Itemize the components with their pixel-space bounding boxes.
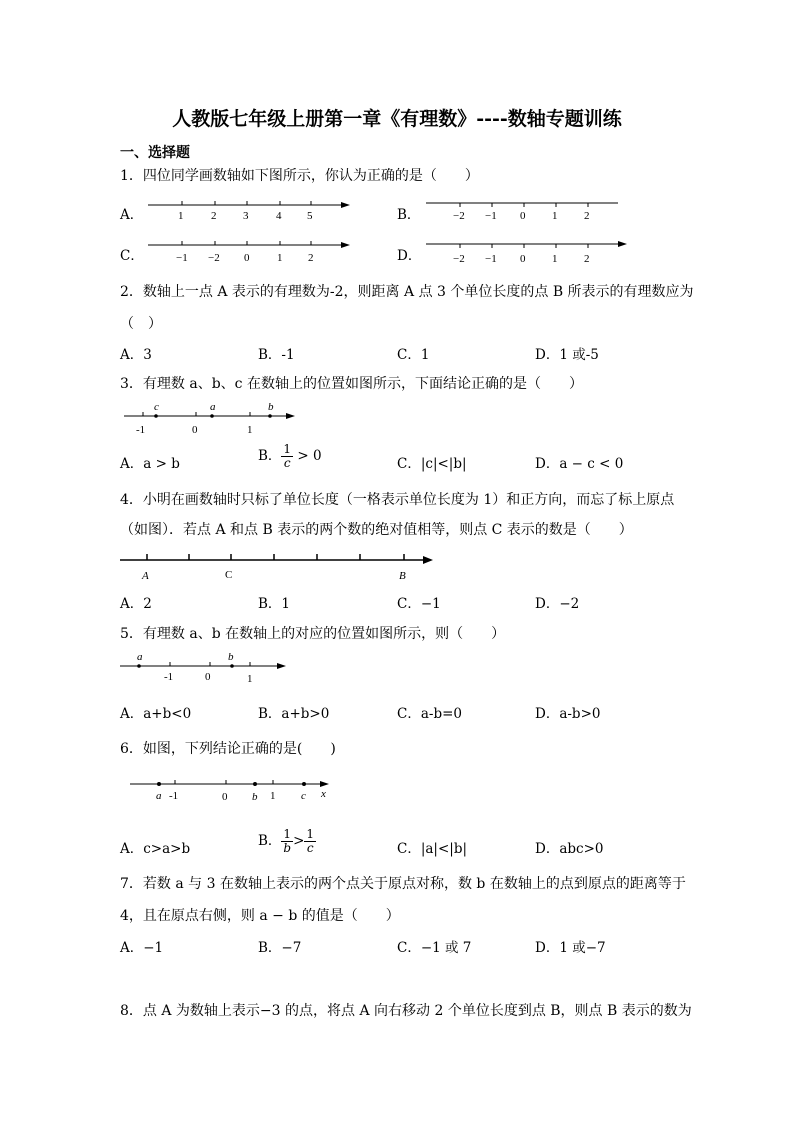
q1d-tick-1: −2 xyxy=(453,253,465,265)
q2-option-c: C．1 xyxy=(397,347,430,363)
q4-option-d: D．−2 xyxy=(535,596,580,612)
q5-option-c: C．a-b=0 xyxy=(397,706,462,722)
q3-tick-1: 1 xyxy=(247,424,253,436)
q6-tick-0: 0 xyxy=(222,791,228,803)
question-7-stem-cont: 4，且在原点右侧，则 a − b 的值是（ ） xyxy=(120,908,400,924)
q1d-tick-5: 2 xyxy=(584,253,590,265)
q6-point-a: a xyxy=(156,790,162,802)
q1c-tick-1: −1 xyxy=(176,252,188,264)
q4-point-c: C xyxy=(225,569,233,581)
question-1-stem: 1．四位同学画数轴如下图所示，你认为正确的是（ ） xyxy=(120,168,479,184)
q1c-tick-3: 0 xyxy=(244,252,250,264)
q6-frac-2 xyxy=(304,828,316,855)
q4-point-a: A xyxy=(142,570,149,582)
q1a-tick-3: 3 xyxy=(243,210,249,222)
q1d-tick-4: 1 xyxy=(552,253,558,265)
q6-tick-neg1: -1 xyxy=(169,790,179,802)
q1b-tick-5: 2 xyxy=(584,210,590,222)
q1-option-c-label: C． xyxy=(120,248,144,264)
q7-option-c: C．−1 或 7 xyxy=(397,940,472,956)
q1a-tick-4: 4 xyxy=(276,210,282,222)
question-7-stem: 7．若数 a 与 3 在数轴上表示的两个点关于原点对称，数 b 在数轴上的点到原点的距离等于 xyxy=(120,876,686,892)
q5-option-d: D．a-b>0 xyxy=(535,706,601,722)
q6-option-d: D．abc>0 xyxy=(535,841,604,857)
q6-frac-1-den: b xyxy=(283,841,292,855)
question-8-stem: 8．点 A 为数轴上表示−3 的点，将点 A 向右移动 2 个单位长度到点 B，则点 B 表示的数为 xyxy=(120,1003,692,1019)
q5-tick-neg1: -1 xyxy=(164,671,174,683)
question-5-stem: 5．有理数 a、b 在数轴上的对应的位置如图所示，则（ ） xyxy=(120,626,506,642)
section-heading: 一、选择题 xyxy=(120,145,190,161)
q4-option-b: B．1 xyxy=(258,596,291,612)
question-4-stem-cont: （如图）．若点 A 和点 B 表示的两个数的绝对值相等，则点 C 表示的数是（ ） xyxy=(120,522,633,538)
q3-option-b-fraction xyxy=(281,443,293,470)
q6-point-c: c xyxy=(301,790,306,802)
q3-option-d: D．a − c < 0 xyxy=(535,456,624,472)
q6-frac-1-num: 1 xyxy=(283,827,292,841)
q1-option-b-label: B． xyxy=(397,207,421,223)
q1a-tick-1: 1 xyxy=(178,210,184,222)
q1a-tick-2: 2 xyxy=(211,210,217,222)
q2-option-a: A．3 xyxy=(120,347,152,363)
question-4-stem: 4．小明在画数轴时只标了单位长度（一格表示单位长度为 1）和正方向，而忘了标上原点 xyxy=(120,492,675,508)
q3-frac-num: 1 xyxy=(283,442,292,456)
q3-option-b xyxy=(258,443,322,470)
q4-option-c: C．−1 xyxy=(397,596,441,612)
q6-option-b-label: B． xyxy=(258,833,282,849)
q5-tick-0: 0 xyxy=(205,671,211,683)
q3-tick-neg1: -1 xyxy=(136,424,146,436)
q7-option-d: D．1 或−7 xyxy=(535,940,606,956)
question-3-stem: 3．有理数 a、b、c 在数轴上的位置如图所示，下面结论正确的是（ ） xyxy=(120,376,583,392)
q1b-tick-3: 0 xyxy=(520,210,526,222)
question-2-stem-cont: （ ） xyxy=(120,316,162,332)
q4-number-line xyxy=(118,546,438,586)
q6-frac-2-num: 1 xyxy=(306,827,315,841)
q1-option-d-label: D． xyxy=(397,248,422,264)
q1-number-line-d xyxy=(420,236,635,266)
q1-number-line-b xyxy=(420,195,625,225)
q4-point-b: B xyxy=(399,570,406,582)
q5-point-a: a xyxy=(137,651,143,663)
q7-option-a: A．−1 xyxy=(120,940,164,956)
q6-frac-1 xyxy=(281,828,293,855)
q1-option-a-label: A． xyxy=(120,207,144,223)
q6-tick-1: 1 xyxy=(270,790,276,802)
q5-number-line xyxy=(118,648,293,688)
q1b-tick-4: 1 xyxy=(552,210,558,222)
q6-option-c: C．|a|<|b| xyxy=(397,841,468,857)
q6-frac-op: > xyxy=(293,833,305,849)
q3-point-a: a xyxy=(210,401,216,413)
question-6-stem: 6．如图，下列结论正确的是( ) xyxy=(120,741,336,757)
q1d-tick-2: −1 xyxy=(485,253,497,265)
q3-point-b: b xyxy=(268,401,274,413)
q2-option-d: D．1 或-5 xyxy=(535,347,599,363)
q6-option-a: A．c>a>b xyxy=(120,841,191,857)
q1-number-line-c xyxy=(140,236,360,266)
q1b-tick-2: −1 xyxy=(485,210,497,222)
q5-option-b: B．a+b>0 xyxy=(258,706,330,722)
question-2-stem: 2．数轴上一点 A 表示的有理数为-2，则距离 A 点 3 个单位长度的点 B 所表示的有理数应为 xyxy=(120,284,694,300)
q1c-tick-5: 2 xyxy=(308,252,314,264)
q4-option-a: A．2 xyxy=(120,596,152,612)
q1c-tick-2: −2 xyxy=(208,252,220,264)
q1b-tick-1: −2 xyxy=(453,210,465,222)
q5-option-a: A．a+b<0 xyxy=(120,706,192,722)
q7-option-b: B．−7 xyxy=(258,940,302,956)
q1-number-line-a xyxy=(140,195,360,225)
q3-frac-den: c xyxy=(283,456,291,470)
q3-tick-0: 0 xyxy=(192,424,198,436)
q3-option-b-label: B． xyxy=(258,448,282,464)
q6-point-b: b xyxy=(252,791,258,803)
q5-tick-1: 1 xyxy=(247,673,253,685)
q3-option-b-rest: > 0 xyxy=(293,448,322,464)
q1a-tick-5: 5 xyxy=(307,210,313,222)
q3-number-line xyxy=(120,400,305,440)
q3-option-a: A．a > b xyxy=(120,456,180,472)
q6-number-line xyxy=(128,772,338,808)
q5-point-b: b xyxy=(228,651,234,663)
q6-frac-2-den: c xyxy=(306,841,314,855)
q2-option-b: B．-1 xyxy=(258,347,295,363)
q6-option-b xyxy=(258,828,316,855)
q1c-tick-4: 1 xyxy=(277,252,283,264)
page-title: 人教版七年级上册第一章《有理数》----数轴专题训练 xyxy=(172,108,622,130)
q3-point-c: c xyxy=(154,401,159,413)
q1d-tick-3: 0 xyxy=(520,253,526,265)
q3-option-c: C．|c|<|b| xyxy=(397,456,467,472)
q6-axis-x: x xyxy=(321,788,326,800)
